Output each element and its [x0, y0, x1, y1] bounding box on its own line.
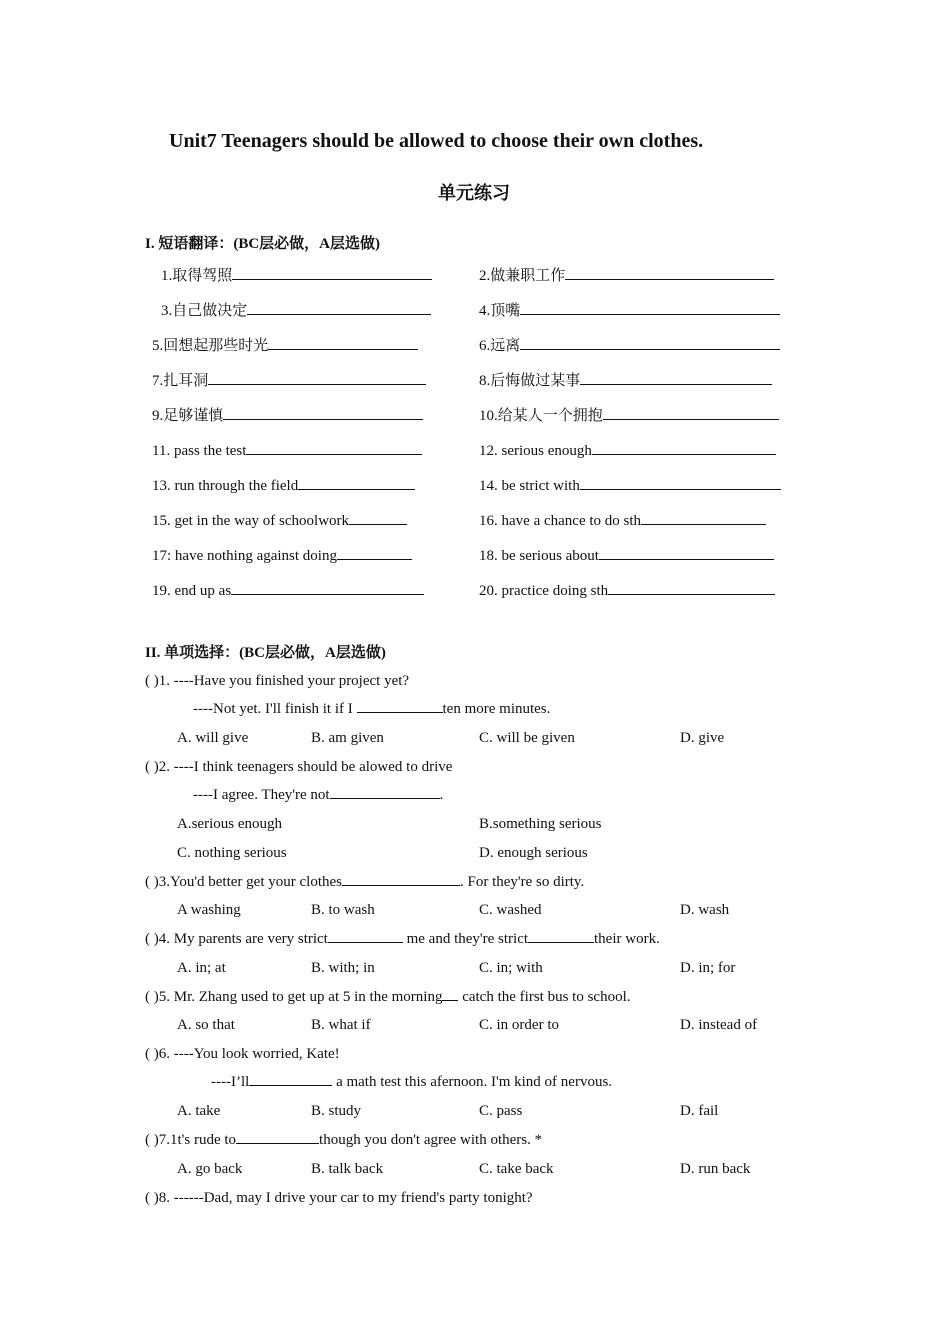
- list-item: 18. be serious about: [479, 549, 774, 564]
- answer-blank: [208, 383, 426, 385]
- question-6: ( )6. ----You look worried, Kate!: [145, 1046, 340, 1062]
- answer-blank: [528, 941, 594, 943]
- answer-blank: [298, 488, 415, 490]
- answer-blank: [236, 1142, 319, 1144]
- question-8: ( )8. ------Dad, may I drive your car to my friend's party tonight?: [145, 1190, 533, 1206]
- answer-blank: [565, 278, 774, 280]
- option-c: C. washed: [479, 902, 542, 918]
- answer-blank: [330, 797, 440, 799]
- answer-blank: [246, 453, 422, 455]
- option-c: C. in order to: [479, 1017, 559, 1033]
- option-c: C. take back: [479, 1161, 554, 1177]
- question-3: ( )3.You'd better get your clothes . For they're so dirty.: [145, 874, 585, 890]
- option-c: C. pass: [479, 1103, 523, 1119]
- option-a: A. in; at: [177, 960, 226, 976]
- list-item: 11. pass the test: [152, 444, 422, 459]
- list-item: 10.给某人一个拥抱: [479, 409, 779, 424]
- list-item: 19. end up as: [152, 584, 424, 599]
- option-c: C. will be given: [479, 730, 575, 746]
- option-d: D. in; for: [680, 960, 736, 976]
- list-item: 16. have a chance to do sth: [479, 514, 766, 529]
- answer-blank: [268, 348, 418, 350]
- answer-blank: [580, 383, 772, 385]
- list-item: 8.后悔做过某事: [479, 374, 772, 389]
- list-item: 14. be strict with: [479, 479, 781, 494]
- answer-blank: [247, 313, 431, 315]
- option-a: A.serious enough: [177, 816, 282, 832]
- option-b: B. study: [311, 1103, 362, 1119]
- option-b: B. with; in: [311, 960, 375, 976]
- page-title: Unit7 Teenagers should be allowed to choose their own clothes.: [169, 130, 704, 152]
- answer-blank: [223, 418, 423, 420]
- option-b: B. am given: [311, 730, 384, 746]
- option-c: C. nothing serious: [177, 845, 287, 861]
- option-b: B.something serious: [479, 816, 602, 832]
- option-d: D. instead of: [680, 1017, 758, 1033]
- section-2-heading: II. 单项选择：(BC层必做，A层选做): [145, 645, 386, 661]
- option-b: B. what if: [311, 1017, 371, 1033]
- option-d: D. fail: [680, 1103, 719, 1119]
- list-item: 13. run through the field: [152, 479, 415, 494]
- list-item: 17: have nothing against doing: [152, 549, 412, 564]
- option-b: B. talk back: [311, 1161, 384, 1177]
- page-subtitle: 单元练习: [438, 183, 510, 203]
- answer-blank: [328, 941, 403, 943]
- option-a: A. take: [177, 1103, 221, 1119]
- option-a: A. will give: [177, 730, 249, 746]
- question-6-reply: ----I’ll a math test this afernoon. I'm kind of nervous.: [211, 1074, 613, 1090]
- question-2-reply: ----I agree. They're not .: [193, 787, 444, 803]
- answer-blank: [520, 348, 780, 350]
- answer-blank: [249, 1084, 332, 1086]
- option-d: D. give: [680, 730, 725, 746]
- answer-blank: [608, 593, 775, 595]
- list-item: 7.扎耳洞: [152, 374, 426, 389]
- option-b: B. to wash: [311, 902, 375, 918]
- list-item: 15. get in the way of schoolwork: [152, 514, 407, 529]
- question-1: ( )1. ----Have you finished your project yet?: [145, 673, 410, 689]
- section-1-heading: I. 短语翻译：(BC层必做，A层选做): [145, 236, 380, 252]
- list-item: 4.顶嘴: [479, 304, 780, 319]
- answer-blank: [442, 999, 458, 1001]
- answer-blank: [592, 453, 776, 455]
- answer-blank: [337, 558, 412, 560]
- question-4: ( )4. My parents are very strict me and they're strict their work.: [145, 931, 660, 947]
- list-item: 12. serious enough: [479, 444, 776, 459]
- answer-blank: [231, 593, 424, 595]
- list-item: 6.远离: [479, 339, 780, 354]
- list-item: 9.足够谨慎: [152, 409, 423, 424]
- list-item: 3.自己做决定: [161, 304, 431, 319]
- answer-blank: [342, 884, 460, 886]
- list-item: 2.做兼职工作: [479, 269, 774, 284]
- answer-blank: [599, 558, 774, 560]
- answer-blank: [232, 278, 432, 280]
- option-d: D. run back: [680, 1161, 751, 1177]
- answer-blank: [580, 488, 781, 490]
- list-item: 5.回想起那些时光: [152, 339, 418, 354]
- question-5: ( )5. Mr. Zhang used to get up at 5 in the morning catch the first bus to school.: [145, 989, 631, 1005]
- option-a: A washing: [177, 902, 241, 918]
- answer-blank: [603, 418, 779, 420]
- answer-blank: [357, 711, 443, 713]
- answer-blank: [349, 523, 407, 525]
- option-a: A. so that: [177, 1017, 235, 1033]
- option-c: C. in; with: [479, 960, 543, 976]
- option-d: D. enough serious: [479, 845, 588, 861]
- answer-blank: [520, 313, 780, 315]
- list-item: 1.取得驾照: [161, 269, 432, 284]
- question-7: ( )7.1t's rude to though you don't agree with others. *: [145, 1132, 543, 1148]
- question-2: ( )2. ----I think teenagers should be alowed to drive: [145, 759, 453, 775]
- option-a: A. go back: [177, 1161, 243, 1177]
- question-1-reply: ----Not yet. I'll finish it if I ten more minutes.: [193, 701, 551, 717]
- option-d: D. wash: [680, 902, 730, 918]
- list-item: 20. practice doing sth: [479, 584, 775, 599]
- answer-blank: [641, 523, 766, 525]
